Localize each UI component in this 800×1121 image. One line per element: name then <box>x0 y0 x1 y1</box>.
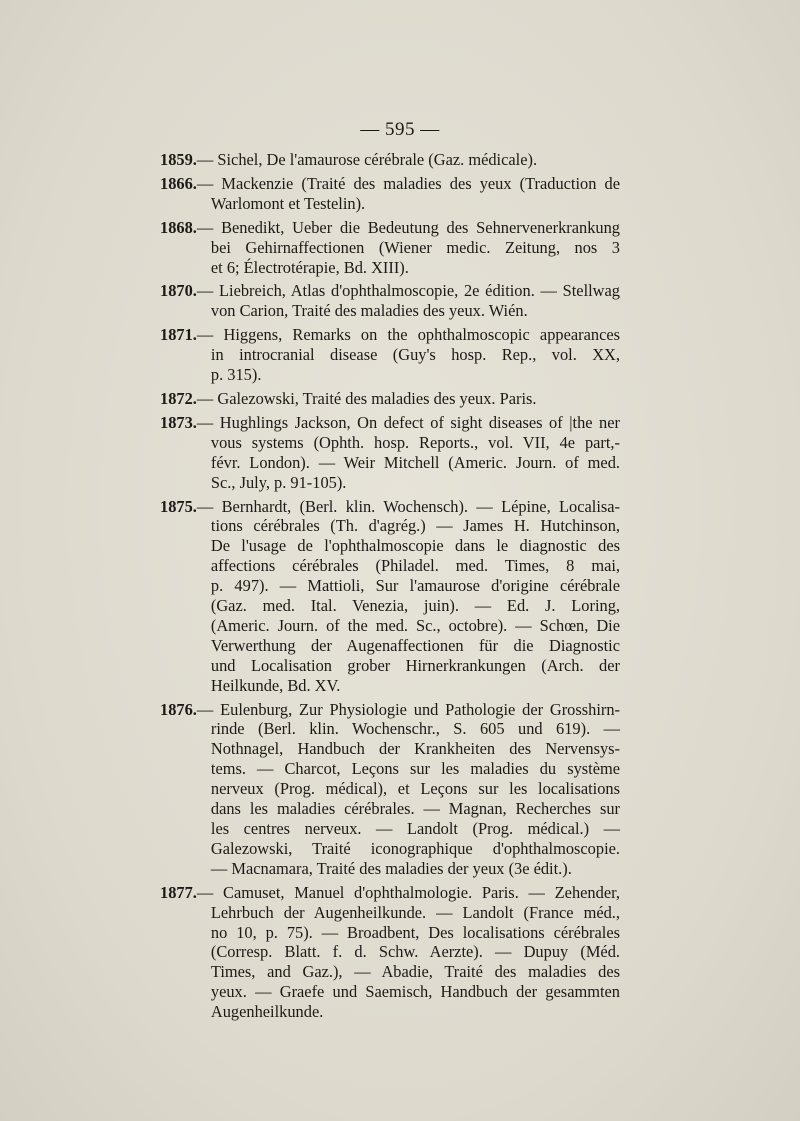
entry-line: De l'usage de l'ophthalmoscopie dans le diagnostic des <box>210 536 620 556</box>
entry-year: 1873. <box>160 412 197 432</box>
entry-line: rinde (Berl. klin. Wochenschr., S. 605 und 619). — <box>210 719 620 739</box>
entry-line: — Liebreich, Atlas d'ophthalmoscopie, 2e édition. — Stellwag <box>196 281 620 301</box>
entry-line: Lehrbuch der Augenheilkunde. — Landolt (France méd., <box>210 902 620 922</box>
entry-line: von Carion, Traité des maladies des yeux. Wién. <box>210 301 528 321</box>
entry-line: — Camuset, Manuel d'ophthalmologie. Paris. — Zehender, <box>196 882 620 902</box>
entry-text <box>197 497 620 696</box>
entry-text <box>197 281 620 321</box>
entry-line: Warlomont et Testelin). <box>210 193 366 213</box>
bibliography-entry <box>160 281 620 321</box>
entry-line: Galezowski, Traité iconographique d'ophthalmoscopie. <box>210 838 620 858</box>
entry-text <box>197 389 620 409</box>
entry-year: 1868. <box>160 217 197 237</box>
entry-text <box>197 325 620 385</box>
entry-line: — Eulenburg, Zur Physiologie und Pathologie der Grosshirn- <box>196 699 620 719</box>
entry-line: p. 315). <box>210 365 262 385</box>
entry-text <box>197 174 620 214</box>
bibliography-entry <box>160 174 620 214</box>
bibliography-entry <box>160 218 620 278</box>
page-number: — 595 — <box>360 119 440 140</box>
entry-line: tions cérébrales (Th. d'agrég.) — James H. Hutchinson, <box>210 516 620 536</box>
entry-line: Sc., July, p. 91-105). <box>210 472 347 492</box>
entry-line: (Gaz. med. Ital. Venezia, juin). — Ed. J. Loring, <box>210 596 620 616</box>
entry-line: dans les maladies cérébrales. — Magnan, Recherches sur <box>210 799 620 819</box>
entry-line: les centres nerveux. — Landolt (Prog. médical.) — <box>210 819 620 838</box>
entry-line: Augenheilkunde. <box>210 1002 324 1022</box>
entry-year: 1859. <box>160 150 197 169</box>
entry-year: 1870. <box>160 281 197 301</box>
entry-line: Nothnagel, Handbuch der Krankheiten des Nervensys- <box>210 739 620 759</box>
entry-year: 1871. <box>160 325 197 345</box>
entry-line: yeux. — Graefe und Saemisch, Handbuch der gesammten <box>210 982 620 1002</box>
entry-line: — Higgens, Remarks on the ophthalmoscopic appearances <box>196 325 620 345</box>
entry-line: vous systems (Ophth. hosp. Reports., vol. VII, 4e part,- <box>210 432 620 452</box>
entry-line: Verwerthung der Augenaffectionen für die Diagnostic <box>210 635 620 655</box>
entry-year: 1866. <box>160 173 197 193</box>
bibliography-entry <box>160 883 620 1022</box>
entry-line: et 6; Électrotérapie, Bd. XIII). <box>210 257 409 277</box>
bibliography-entry <box>160 150 620 170</box>
entry-line: — Galezowski, Traité des maladies des yeux. Paris. <box>196 388 537 408</box>
entry-line: (Americ. Journ. of the med. Sc., octobre). — Schœn, Die <box>210 615 620 635</box>
entry-text <box>197 218 620 278</box>
bibliography-entry <box>160 413 620 493</box>
entry-line: Times, and Gaz.), — Abadie, Traité des maladies des <box>210 962 620 982</box>
entry-line: — Mackenzie (Traité des maladies des yeux (Traduction de <box>196 173 620 193</box>
entry-line: no 10, p. 75). — Broadbent, Des localisations cérébrales <box>210 922 620 942</box>
bibliography-entry <box>160 325 620 385</box>
bibliography-entry <box>160 497 620 696</box>
entry-line: — Bernhardt, (Berl. klin. Wochensch). — Lépine, Localisa- <box>196 496 620 516</box>
entry-year: 1877. <box>160 882 197 902</box>
bibliography-list <box>160 150 620 1026</box>
entry-line: — Macnamara, Traité des maladies der yeux (3e édit.). <box>210 858 572 878</box>
entry-line: tems. — Charcot, Leçons sur les maladies du système <box>210 759 620 779</box>
entry-line: févr. London). — Weir Mitchell (Americ. Journ. of med. <box>210 452 620 472</box>
entry-line: — Hughlings Jackson, On defect of sight diseases of |the ner <box>196 412 620 432</box>
entry-line: (Corresp. Blatt. f. d. Schw. Aerzte). — Dupuy (Méd. <box>210 942 620 962</box>
entry-line: Heilkunde, Bd. XV. <box>210 675 341 695</box>
entry-line: affections cérébrales (Philadel. med. Times, 8 mai, <box>210 556 620 576</box>
entry-line: nerveux (Prog. médical), et Leçons sur les localisations <box>210 779 620 799</box>
entry-line: bei Gehirnaffectionen (Wiener medic. Zeitung, nos 3 <box>210 237 620 257</box>
bibliography-entry <box>160 700 620 879</box>
entry-line: — Benedikt, Ueber die Bedeutung des Sehnervenerkrankung <box>196 217 620 237</box>
entry-text <box>197 150 620 170</box>
entry-line: in introcranial disease (Guy's hosp. Rep., vol. XX, <box>210 345 620 365</box>
entry-text <box>197 700 620 879</box>
entry-year: 1876. <box>160 699 197 719</box>
bibliography-entry <box>160 389 620 409</box>
entry-line: p. 497). — Mattioli, Sur l'amaurose d'origine cérébrale <box>210 576 620 596</box>
entry-text <box>197 883 620 1022</box>
entry-year: 1872. <box>160 388 197 408</box>
entry-line: und Localisation grober Hirnerkrankungen (Arch. der <box>210 655 620 675</box>
entry-text <box>197 413 620 493</box>
entry-year: 1875. <box>160 496 197 516</box>
entry-line: — Sichel, De l'amaurose cérébrale (Gaz. médicale). <box>196 150 538 169</box>
